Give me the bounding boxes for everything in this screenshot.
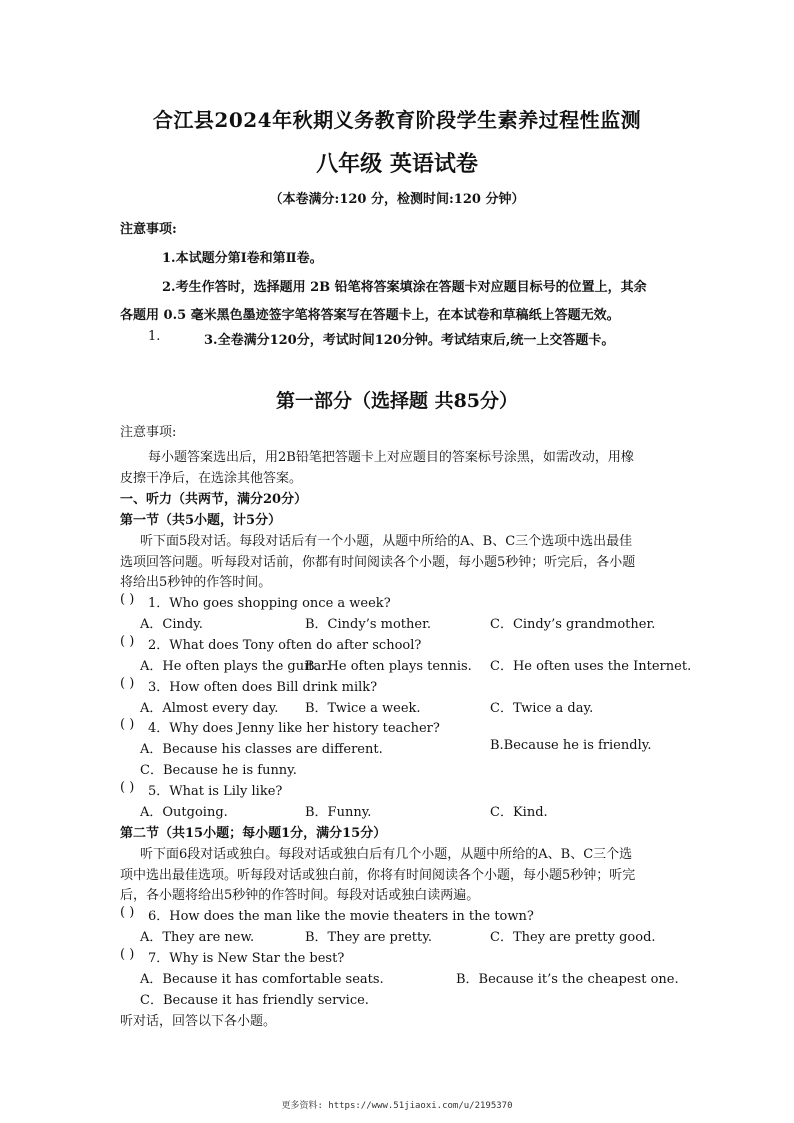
notice-item-1: 1.本试题分第Ⅰ卷和第Ⅱ卷。: [162, 251, 323, 266]
question-6-option-c: C．They are pretty good.: [490, 930, 656, 945]
question-1-option-a: A．Cindy.: [140, 617, 203, 632]
question-1-option-c: C．Cindy’s grandmother.: [490, 617, 656, 632]
question-4: 4．Why does Jenny like her history teacher?: [148, 721, 440, 736]
question-1: 1．Who goes shopping once a week?: [148, 596, 391, 611]
question-3-option-b: B．Twice a week.: [305, 701, 421, 716]
answer-blank: ( ): [120, 947, 135, 962]
question-6: 6．How does the man like the movie theaters in the town?: [148, 909, 534, 924]
question-1-option-b: B．Cindy’s mother.: [305, 617, 431, 632]
part-one-title: 第一部分（选择题 共85分）: [275, 390, 519, 412]
answer-blank: ( ): [120, 592, 135, 607]
exam-subtitle: 八年级 英语试卷: [316, 151, 478, 177]
subsection-2-intro-line-3: 后，各小题将给出5秒钟的作答时间。每段对话或独白读两遍。: [120, 888, 480, 903]
question-5-option-a: A．Outgoing.: [140, 805, 228, 820]
question-7-option-a: A．Because it has comfortable seats.: [140, 972, 384, 987]
question-4-option-a: A．Because his classes are different.: [140, 742, 383, 757]
subsection-1-intro-line-1: 听下面5段对话。每段对话后有一个小题，从题中所给的A、B、C三个选项中选出最佳: [140, 534, 633, 549]
question-2-option-b: B．He often plays tennis.: [305, 659, 472, 674]
question-5-option-b: B．Funny.: [305, 805, 372, 820]
listening-section-title: 一、听力（共两节，满分20分）: [120, 492, 308, 507]
question-3-option-c: C．Twice a day.: [490, 701, 594, 716]
question-4-option-b: B.Because he is friendly.: [490, 738, 652, 753]
subsection-2-intro-line-1: 听下面6段对话或独白。每段对话或独白后有几个小题，从题中所给的A、B、C三个选: [140, 847, 633, 862]
question-5: 5．What is Lily like?: [148, 784, 283, 799]
question-3: 3．How often does Bill drink milk?: [148, 680, 378, 695]
exam-info: （本卷满分:120 分，检测时间:120 分钟）: [269, 192, 525, 207]
question-5-option-c: C．Kind.: [490, 805, 548, 820]
answer-blank: ( ): [120, 905, 135, 920]
question-6-option-b: B．They are pretty.: [305, 930, 432, 945]
subsection-1-intro-line-3: 将给出5秒钟的作答时间。: [120, 575, 272, 590]
notice-heading: 注意事项:: [120, 222, 177, 237]
question-7: 7．Why is New Star the best?: [148, 951, 345, 966]
answer-blank: ( ): [120, 717, 135, 732]
question-7-option-b: B．Because it’s the cheapest one.: [456, 972, 679, 987]
question-2: 2．What does Tony often do after school?: [148, 638, 422, 653]
question-2-option-c: C．He often uses the Internet.: [490, 659, 692, 674]
subsection-1-intro-line-2: 选项回答问题。听每段对话前，你都有时间阅读各个小题，每小题5秒钟；听完后，各小题: [120, 555, 636, 570]
notice-item-3-number: 1.: [148, 329, 161, 344]
notice-item-2-line-1: 2.考生作答时，选择题用 2B 铅笔将答案填涂在答题卡对应题目标号的位置上，其余: [162, 280, 647, 295]
answer-blank: ( ): [120, 634, 135, 649]
subsection-1-title: 第一节（共5小题，计5分）: [120, 513, 282, 528]
subsection-2-intro-line-2: 项中选出最佳选项。听每段对话或独白前，你将有时间阅读各个小题，每小题5秒钟；听完: [120, 868, 636, 883]
question-7-option-c: C．Because it has friendly service.: [140, 993, 369, 1008]
answer-blank: ( ): [120, 676, 135, 691]
listening-closing-instruction: 听对话，回答以下各小题。: [120, 1014, 277, 1029]
question-6-option-a: A．They are new.: [140, 930, 255, 945]
subsection-2-title: 第二节（共15小题；每小题1分，满分15分）: [120, 826, 387, 841]
question-3-option-a: A．Almost every day.: [140, 701, 279, 716]
part-one-notice-line-1: 每小题答案选出后，用2B铅笔把答题卡上对应题目的答案标号涂黑，如需改动，用橡: [148, 450, 634, 465]
part-one-notice-heading: 注意事项:: [120, 425, 177, 440]
notice-item-3: 3.全卷满分120分，考试时间120分钟。考试结束后,统一上交答题卡。: [204, 333, 615, 348]
notice-item-2-line-2: 各题用 0.5 毫米黑色墨迹签字笔将答案写在答题卡上，在本试卷和草稿纸上答题无效。: [120, 308, 620, 323]
part-one-notice-line-2: 皮擦干净后，在选涂其他答案。: [120, 471, 303, 486]
question-2-option-a: A．He often plays the guitar.: [140, 659, 331, 674]
footer-link[interactable]: 更多资料: https://www.51jiaoxi.com/u/2195370: [281, 1101, 513, 1111]
exam-title: 合江县2024年秋期义务教育阶段学生素养过程性监测: [152, 108, 642, 132]
question-4-option-c: C．Because he is funny.: [140, 763, 297, 778]
answer-blank: ( ): [120, 780, 135, 795]
